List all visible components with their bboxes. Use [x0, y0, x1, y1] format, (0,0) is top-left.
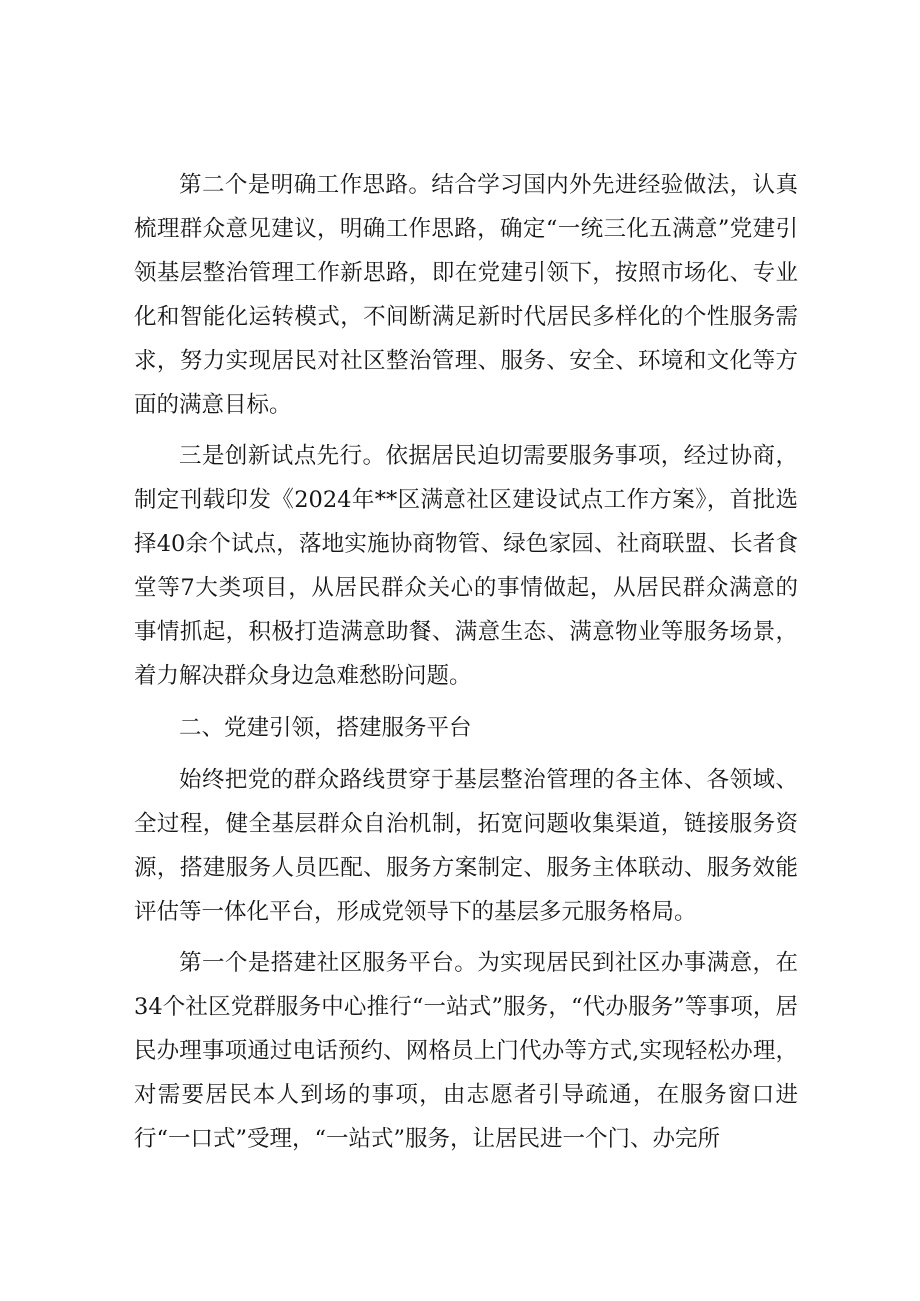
paragraph-service-platform: 第一个是搭建社区服务平台。为实现居民到社区办事满意，在34个社区党群服务中心推行“一站式”服务，“代办服务”等事项，居民办理事项通过电话预约、网格员上门代办等方式,实现轻松办理，对需要居民本人到场的事项，由志愿者引导疏通，在服务窗口进行“一口式”受理，“一站式”服务，让居民进一个门、办完所: [134, 950, 798, 1153]
document-body: [134, 164, 798, 1170]
section-heading: 二、党建引领，搭建服务平台: [179, 714, 472, 741]
paragraph-pilot-first: 三是创新试点先行。依据居民迫切需要服务事项，经过协商，制定刊载印发《2024年**区满意社区建设试点工作方案》，首批选择40余个试点，落地实施协商物管、绿色家园、社商联盟、长者食堂等7大类项目，从居民群众关心的事情做起，从居民群众满意的事情抓起，积极打造满意助餐、满意生态、满意物业等服务场景，着力解决群众身边急难愁盼问题。: [134, 443, 798, 689]
paragraph-mass-line: 始终把党的群众路线贯穿于基层整治管理的各主体、各领域、全过程，健全基层群众自治机制，拓宽问题收集渠道，链接服务资源，搭建服务人员匹配、服务方案制定、服务主体联动、服务效能评估等一体化平台，形成党领导下的基层多元服务格局。: [134, 766, 798, 925]
paragraph-work-approach: 第二个是明确工作思路。结合学习国内外先进经验做法，认真梳理群众意见建议，明确工作思路，确定“一统三化五满意”党建引领基层整治管理工作新思路，即在党建引领下，按照市场化、专业化和智能化运转模式，不间断满足新时代居民多样化的个性服务需求，努力实现居民对社区整治管理、服务、安全、环境和文化等方面的满意目标。: [134, 172, 798, 418]
